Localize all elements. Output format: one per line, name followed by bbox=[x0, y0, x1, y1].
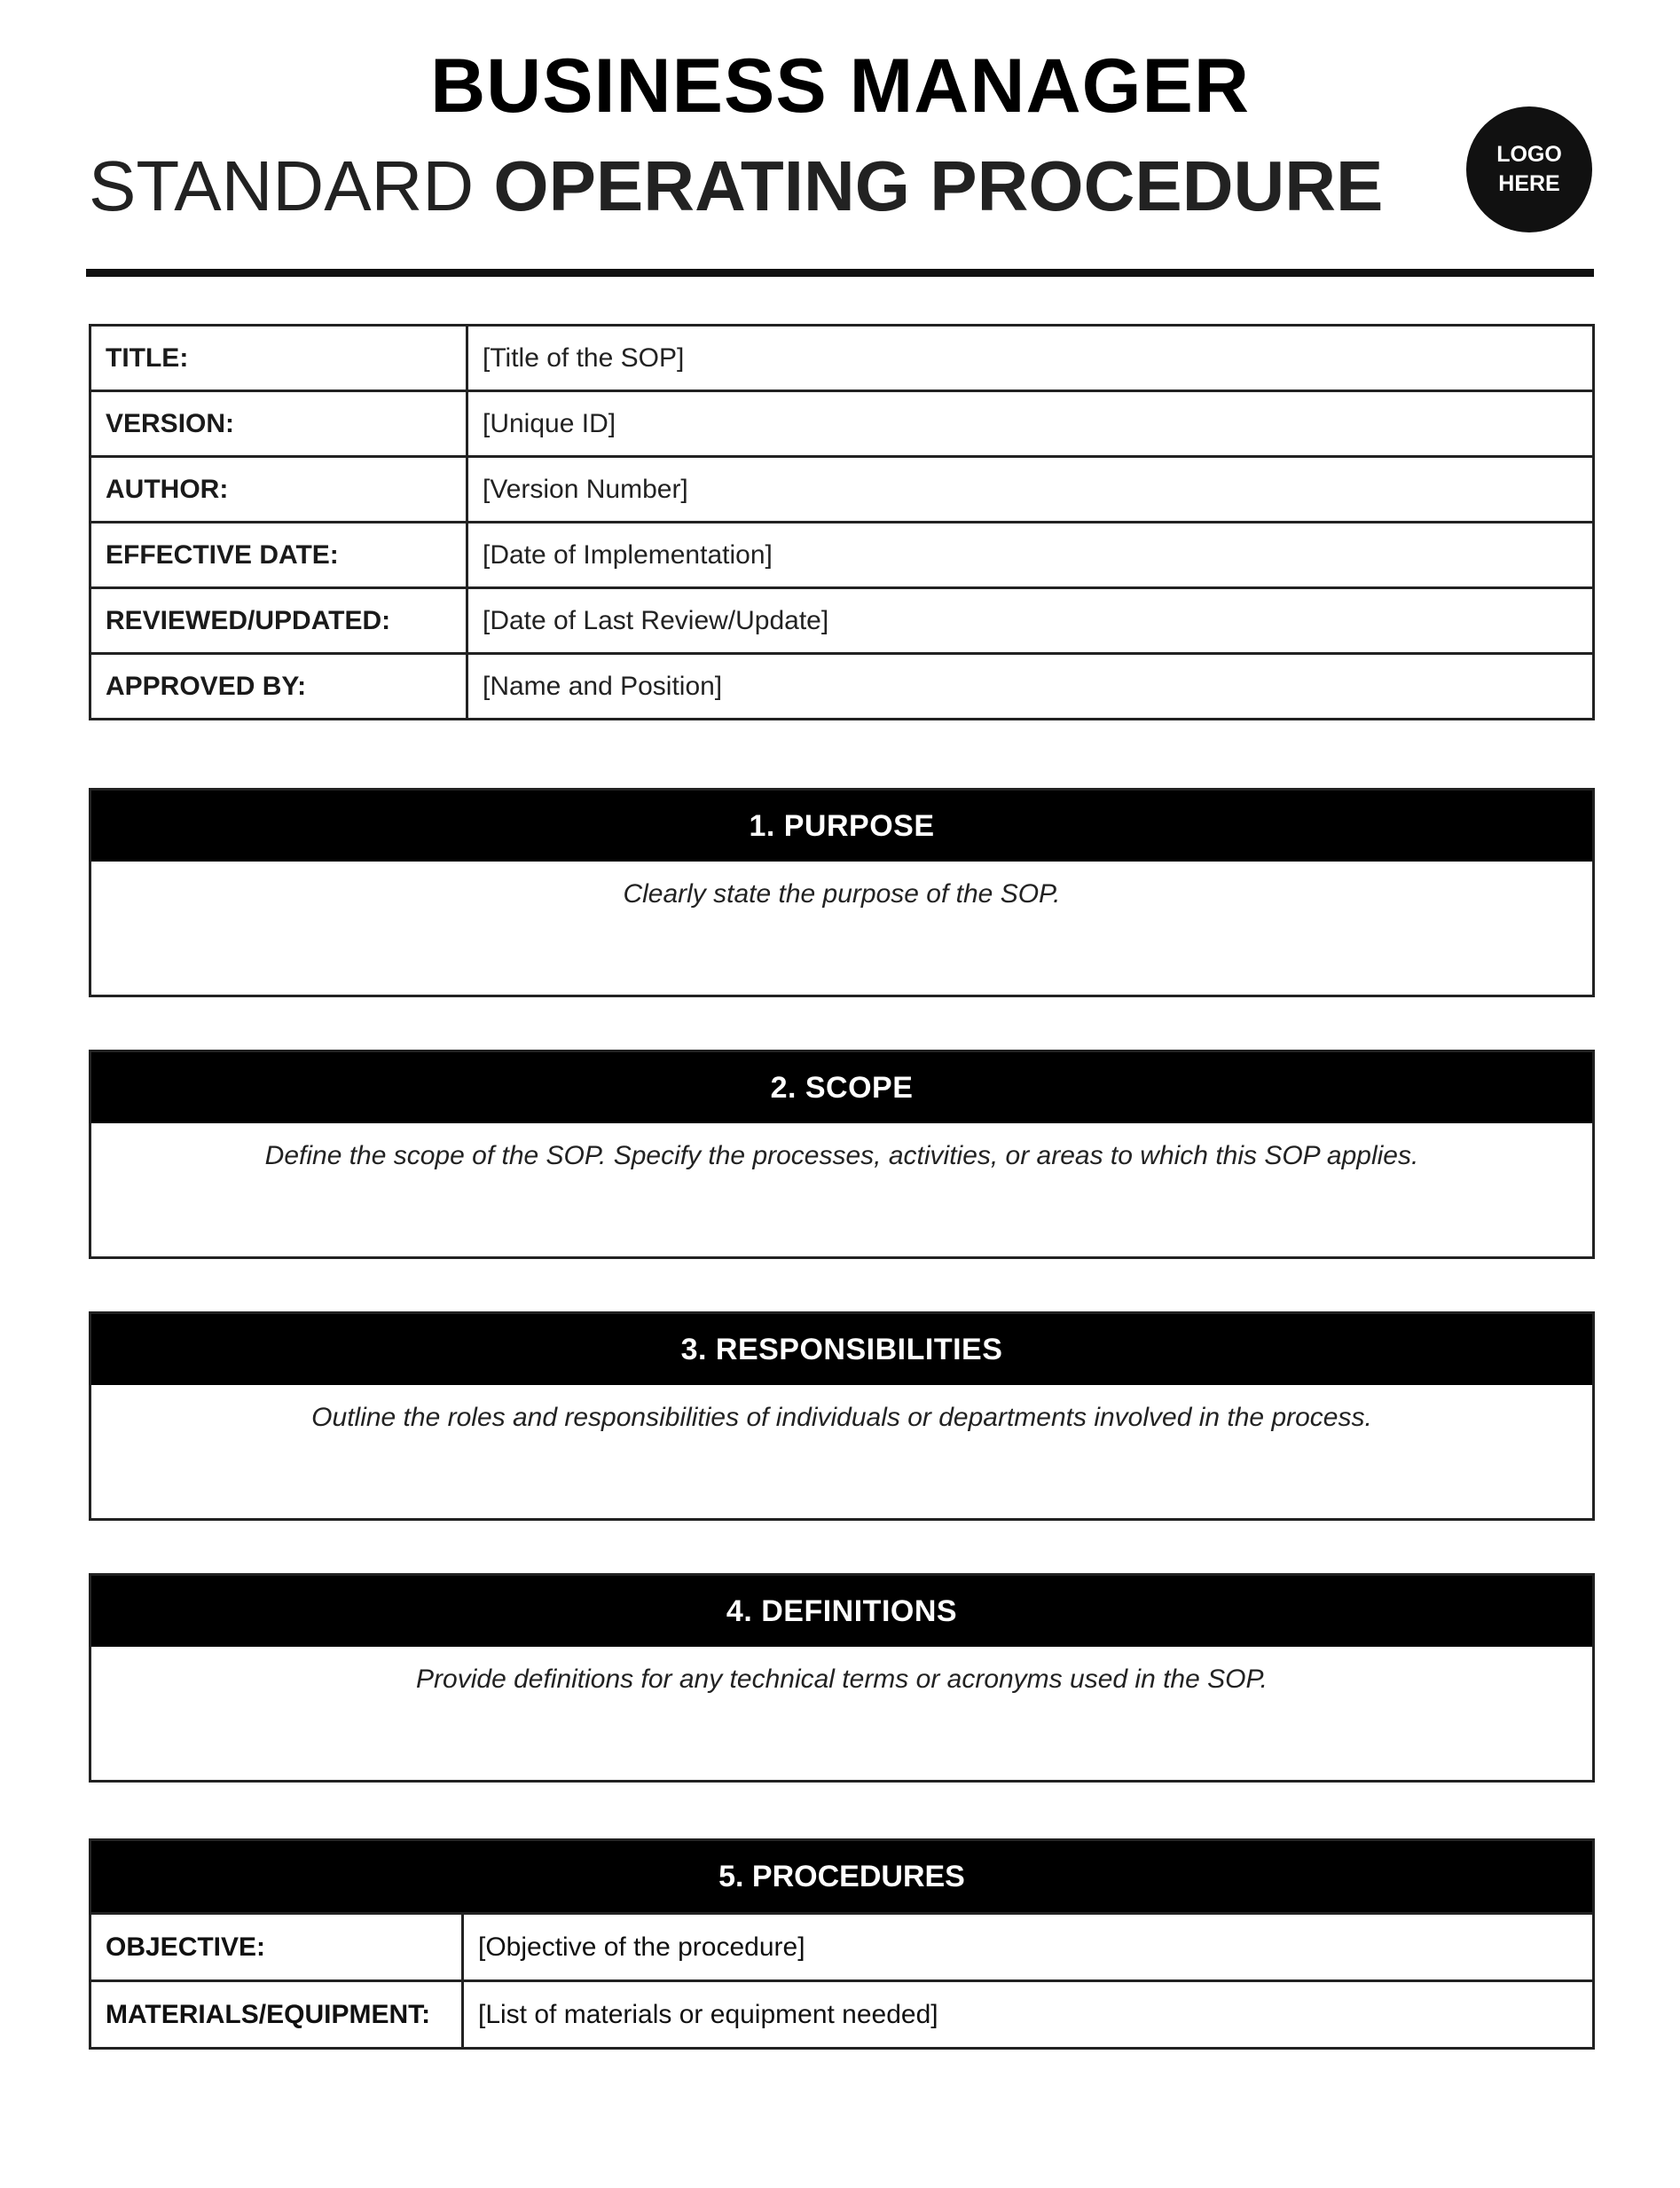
info-row-approved-by bbox=[90, 654, 1594, 720]
section-heading: 1. PURPOSE bbox=[91, 791, 1592, 862]
section-scope bbox=[89, 1050, 1595, 1259]
banner-title: BUSINESS MANAGER bbox=[430, 43, 1250, 129]
sop-info-table bbox=[89, 324, 1595, 720]
info-label: EFFECTIVE DATE: bbox=[90, 523, 467, 588]
info-row-effective-date bbox=[90, 523, 1594, 588]
document-title-light: STANDARD bbox=[89, 146, 475, 225]
logo-line-1: LOGO bbox=[1496, 142, 1562, 167]
header-divider bbox=[86, 269, 1594, 277]
section-heading: 3. RESPONSIBILITIES bbox=[91, 1314, 1592, 1385]
info-label: AUTHOR: bbox=[90, 457, 467, 523]
info-row-reviewed-updated bbox=[90, 588, 1594, 654]
logo-line-2: HERE bbox=[1498, 171, 1560, 196]
procedure-label: MATERIALS/EQUIPMENT: bbox=[91, 1981, 463, 2048]
procedure-label: OBJECTIVE: bbox=[91, 1914, 463, 1981]
section-purpose bbox=[89, 788, 1595, 997]
section-body: Outline the roles and responsibilities of individuals or departments involved in the process. bbox=[311, 1403, 1372, 1432]
section-heading: 2. SCOPE bbox=[91, 1052, 1592, 1123]
section-body: Define the scope of the SOP. Specify the processes, activities, or areas to which this SOP applies. bbox=[264, 1141, 1419, 1170]
procedures-table bbox=[91, 1912, 1592, 2047]
procedure-value: [Objective of the procedure] bbox=[463, 1914, 1593, 1981]
section-responsibilities bbox=[89, 1311, 1595, 1521]
info-value: [Unique ID] bbox=[467, 391, 1594, 457]
info-value: [Date of Last Review/Update] bbox=[467, 588, 1594, 654]
procedure-row-objective bbox=[91, 1914, 1592, 1981]
section-heading: 4. DEFINITIONS bbox=[91, 1576, 1592, 1647]
info-label: TITLE: bbox=[90, 326, 467, 391]
logo-placeholder bbox=[1466, 106, 1592, 232]
info-row-title bbox=[90, 326, 1594, 391]
info-row-author bbox=[90, 457, 1594, 523]
document-title-bold: OPERATING PROCEDURE bbox=[493, 146, 1384, 225]
info-value: [Name and Position] bbox=[467, 654, 1594, 720]
info-label: VERSION: bbox=[90, 391, 467, 457]
section-definitions bbox=[89, 1573, 1595, 1783]
document-title bbox=[89, 142, 1383, 231]
procedure-value: [List of materials or equipment needed] bbox=[463, 1981, 1593, 2048]
section-procedures bbox=[89, 1838, 1595, 2050]
info-label: REVIEWED/UPDATED: bbox=[90, 588, 467, 654]
section-body: Provide definitions for any technical terms or acronyms used in the SOP. bbox=[416, 1665, 1268, 1694]
info-value: [Date of Implementation] bbox=[467, 523, 1594, 588]
info-value: [Title of the SOP] bbox=[467, 326, 1594, 391]
section-heading: 5. PROCEDURES bbox=[91, 1841, 1592, 1912]
info-value: [Version Number] bbox=[467, 457, 1594, 523]
info-label: APPROVED BY: bbox=[90, 654, 467, 720]
info-row-version bbox=[90, 391, 1594, 457]
section-body: Clearly state the purpose of the SOP. bbox=[623, 879, 1061, 909]
procedure-row-materials bbox=[91, 1981, 1592, 2048]
